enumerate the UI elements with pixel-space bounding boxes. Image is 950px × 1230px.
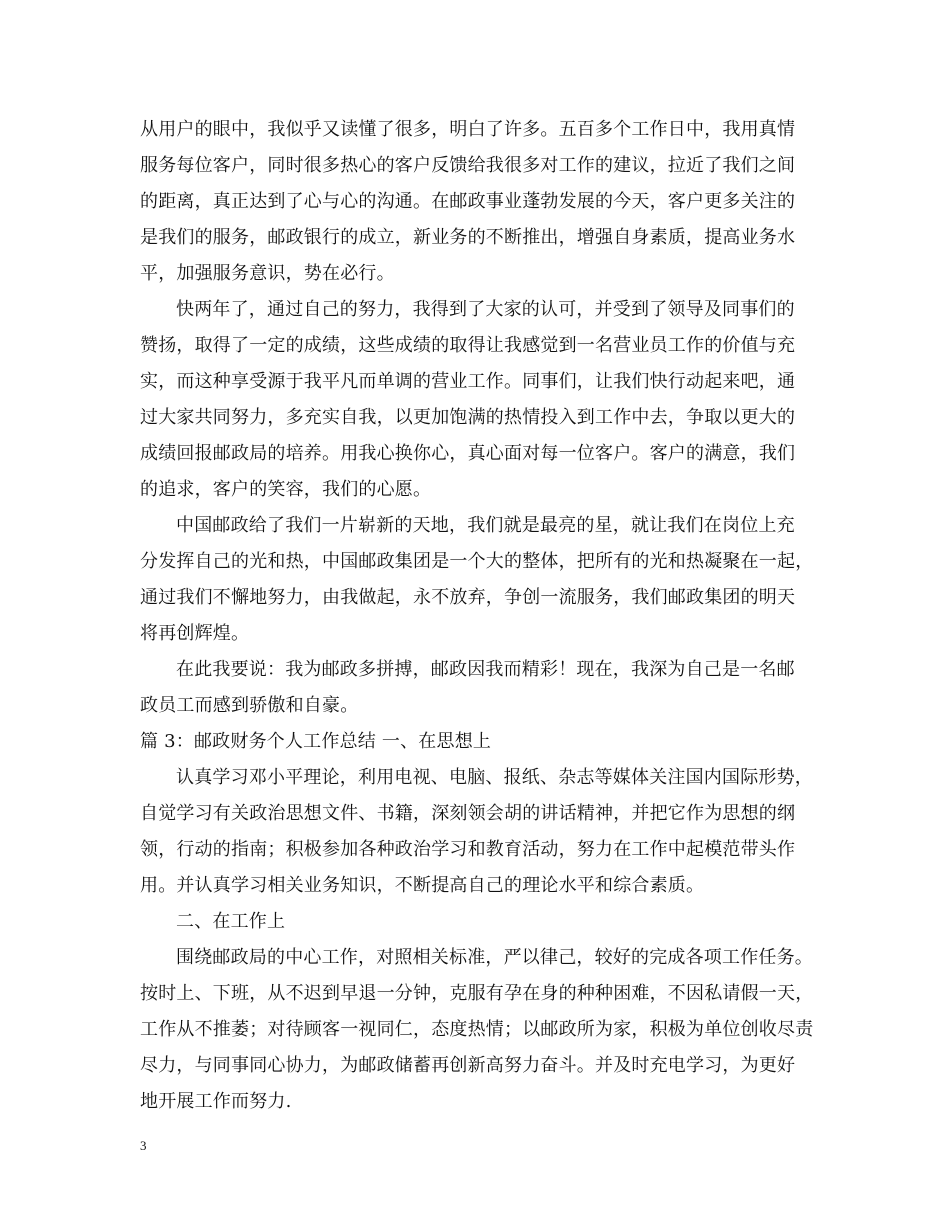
text-line: 的距离，真正达到了心与心的沟通。在邮政事业蓬勃发展的今天，客户更多关注的 (140, 191, 796, 212)
text-line: 围绕邮政局的中心工作，对照相关标准，严以律己，较好的完成各项工作任务。 (176, 947, 813, 968)
text-line: 分发挥自己的光和热，中国邮政集团是一个大的整体，把所有的光和热凝聚在一起， (140, 551, 814, 572)
text-line: 篇 3：邮政财务个人工作总结 一、在思想上 (140, 731, 492, 752)
text-line: 将再创辉煌。 (140, 623, 250, 644)
text-line: 成绩回报邮政局的培养。用我心换你心，真心面对每一位客户。客户的满意，我们 (140, 443, 796, 464)
text-line: 赞扬，取得了一定的成绩，这些成绩的取得让我感觉到一名营业员工作的价值与充 (140, 335, 796, 356)
body-text (140, 112, 820, 1120)
text-line: 中国邮政给了我们一片崭新的天地，我们就是最亮的星，就让我们在岗位上充 (176, 515, 795, 536)
text-line: 的追求，客户的笑容，我们的心愿。 (140, 479, 432, 500)
text-line: 按时上、下班，从不迟到早退一分钟，克服有孕在身的种种困难，不因私请假一天， (140, 983, 814, 1004)
text-line: 自觉学习有关政治思想文件、书籍，深刻领会胡的讲话精神，并把它作为思想的纲 (140, 803, 796, 824)
page-number: 3 (140, 1138, 147, 1153)
text-line: 用。并认真学习相关业务知识，不断提高自己的理论水平和综合素质。 (140, 875, 705, 896)
text-line: 政员工而感到骄傲和自豪。 (140, 695, 359, 716)
text-line: 过大家共同努力，多充实自我，以更加饱满的热情投入到工作中去，争取以更大的 (140, 407, 796, 428)
text-line: 平，加强服务意识，势在必行。 (140, 263, 395, 284)
text-line: 领，行动的指南；积极参加各种政治学习和教育活动，努力在工作中起模范带头作 (140, 839, 796, 860)
text-line: 认真学习邓小平理论，利用电视、电脑、报纸、杂志等媒体关注国内国际形势， (176, 767, 813, 788)
text-line: 在此我要说：我为邮政多拼搏，邮政因我而精彩！现在，我深为自己是一名邮 (176, 659, 795, 680)
text-line: 尽力，与同事同心协力，为邮政储蓄再创新高努力奋斗。并及时充电学习，为更好 (140, 1055, 796, 1076)
text-line: 服务每位客户，同时很多热心的客户反馈给我很多对工作的建议，拉近了我们之间 (140, 155, 796, 176)
text-line: 实，而这种享受源于我平凡而单调的营业工作。同事们，让我们快行动起来吧，通 (140, 371, 796, 392)
text-line: 地开展工作而努力. (140, 1091, 292, 1112)
text-line: 快两年了，通过自己的努力，我得到了大家的认可，并受到了领导及同事们的 (176, 299, 795, 320)
text-line: 工作从不推萎；对待顾客一视同仁，态度热情；以邮政所为家，积极为单位创收尽责 (140, 1019, 814, 1040)
text-line: 是我们的服务，邮政银行的成立，新业务的不断推出，增强自身素质，提高业务水 (140, 227, 796, 248)
text-line: 从用户的眼中，我似乎又读懂了很多，明白了许多。五百多个工作日中，我用真情 (140, 119, 796, 140)
text-line: 二、在工作上 (176, 911, 286, 932)
text-line: 通过我们不懈地努力，由我做起，永不放弃，争创一流服务，我们邮政集团的明天 (140, 587, 796, 608)
